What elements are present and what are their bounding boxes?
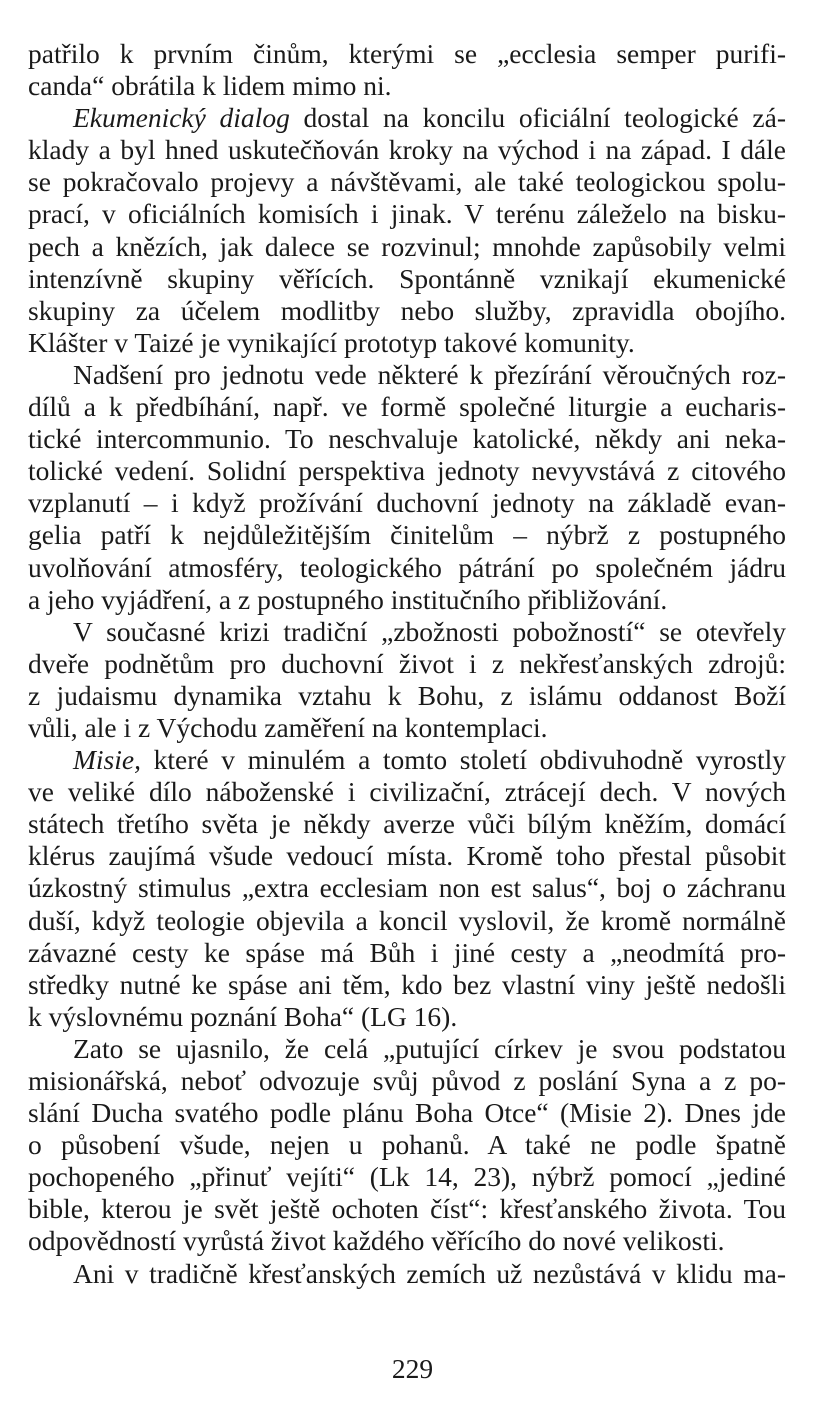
text-line: bible, kterou je svět ještě ochoten číst“: křesťanského života. Tou (28, 1193, 786, 1225)
text-line: ve veliké dílo náboženské i civilizační, ztrácejí dech. V nových (28, 776, 786, 808)
text-line: pech a knězích, jak dalece se rozvinul; mnohde zapůsobily velmi (28, 230, 786, 262)
text-line: klady a byl hned uskutečňován kroky na východ i na západ. I dále (28, 134, 786, 166)
text-line: tické intercommunio. To neschvaluje katolické, někdy ani neka- (28, 423, 786, 455)
text-line: gelia patří k nejdůležitějším činitelům – nýbrž z postupného (28, 519, 786, 551)
text-line (28, 102, 786, 134)
paragraph-1 (28, 38, 786, 102)
text-span: dostal na koncilu oficiální teologické zá- (289, 102, 786, 134)
page-number: 229 (391, 1353, 434, 1384)
text-line: státech třetího světa je někdy averze vůči bílým kněžím, domácí (28, 808, 786, 840)
text-line: úzkostný stimulus „extra ecclesiam non est salus“, boj o záchranu (28, 872, 786, 904)
text-line (28, 744, 786, 776)
text-line: duší, když teologie objevila a koncil vyslovil, že kromě normálně (28, 904, 786, 936)
text-line: z judaismu dynamika vztahu k Bohu, z islámu oddanost Boží (28, 679, 786, 711)
paragraph-3 (28, 359, 786, 616)
text-line: tolické vedení. Solidní perspektiva jednoty nevyvstává z citového (28, 455, 786, 487)
text-line: Nadšení pro jednotu vede některé k přezírání věroučných roz- (73, 358, 786, 390)
text-line: klérus zaujímá všude vedoucí místa. Kromě toho přestal působit (28, 840, 786, 872)
text-line: Klášter v Taizé je vynikající prototyp takové komunity. (28, 326, 635, 358)
italic-term: Ekumenický dialog (73, 102, 290, 134)
text-span: které v minulém a tomto století obdivuhodně vyrostly (140, 744, 786, 776)
text-line: a jeho vyjádření, a z postupného institučního přibližování. (28, 583, 668, 615)
text-line: dveře podnětům pro duchovní život i z nekřesťanských zdrojů: (28, 647, 786, 679)
text-line: o působení všude, nejen u pohanů. A také ne podle špatně (28, 1129, 786, 1161)
text-line: canda“ obrátila k lidem mimo ni. (28, 70, 392, 102)
text-line: skupiny za účelem modlitby nebo služby, zpravidla obojího. (28, 294, 786, 326)
paragraph-missions (28, 744, 786, 1033)
text-line: pochopeného „přinuť vejíti“ (Lk 14, 23), nýbrž pomocí „jediné (28, 1161, 786, 1193)
text-line: vůli, ale i z Východu zaměření na kontemplaci. (28, 711, 548, 743)
text-line: V současné krizi tradiční „zbožnosti pobožností“ se otevřely (73, 615, 786, 647)
text-line: prací, v oficiálních komisích i jinak. V terénu záleželo na bisku- (28, 198, 786, 230)
text-line: Zato se ujasnilo, že celá „putující církev je svou podstatou (73, 1032, 786, 1064)
text-line: misionářská, neboť odvozuje svůj původ z poslání Syna a z po- (28, 1065, 786, 1096)
paragraph-7 (28, 1258, 786, 1290)
document-page (28, 38, 786, 1290)
text-line: intenzívně skupiny věřících. Spontánně vznikají ekumenické (28, 262, 786, 294)
italic-term: Misie, (73, 744, 141, 776)
text-line: slání Ducha svatého podle plánu Boha Otce“ (Misie 2). Dnes jde (28, 1097, 786, 1129)
text-line: patřilo k prvním činům, kterými se „ecclesia semper purifi- (28, 38, 786, 69)
paragraph-6 (28, 1033, 786, 1258)
text-line: dílů a k předbíhání, např. ve formě společné liturgie a eucharis- (28, 391, 786, 423)
text-line: k výslovnému poznání Boha“ (LG 16). (28, 1000, 458, 1032)
text-line: závazné cesty ke spáse má Bůh i jiné cesty a „neodmítá pro- (28, 936, 786, 968)
paragraph-4 (28, 616, 786, 744)
text-line: středky nutné ke spáse ani těm, kdo bez vlastní viny ještě nedošli (28, 968, 786, 1000)
text-line: se pokračovalo projevy a návštěvami, ale také teologickou spolu- (28, 166, 786, 198)
text-line: uvolňování atmosféry, teologického pátrání po společném jádru (28, 551, 786, 583)
paragraph-ecumenical-dialogue (28, 102, 786, 359)
text-line: Ani v tradičně křesťanských zemích už nezůstává v klidu ma- (73, 1257, 786, 1289)
text-line: odpovědností vyrůstá život každého věřícího do nové velikosti. (28, 1225, 725, 1257)
text-line: vzplanutí – i když prožívání duchovní jednoty na základě evan- (28, 487, 786, 519)
